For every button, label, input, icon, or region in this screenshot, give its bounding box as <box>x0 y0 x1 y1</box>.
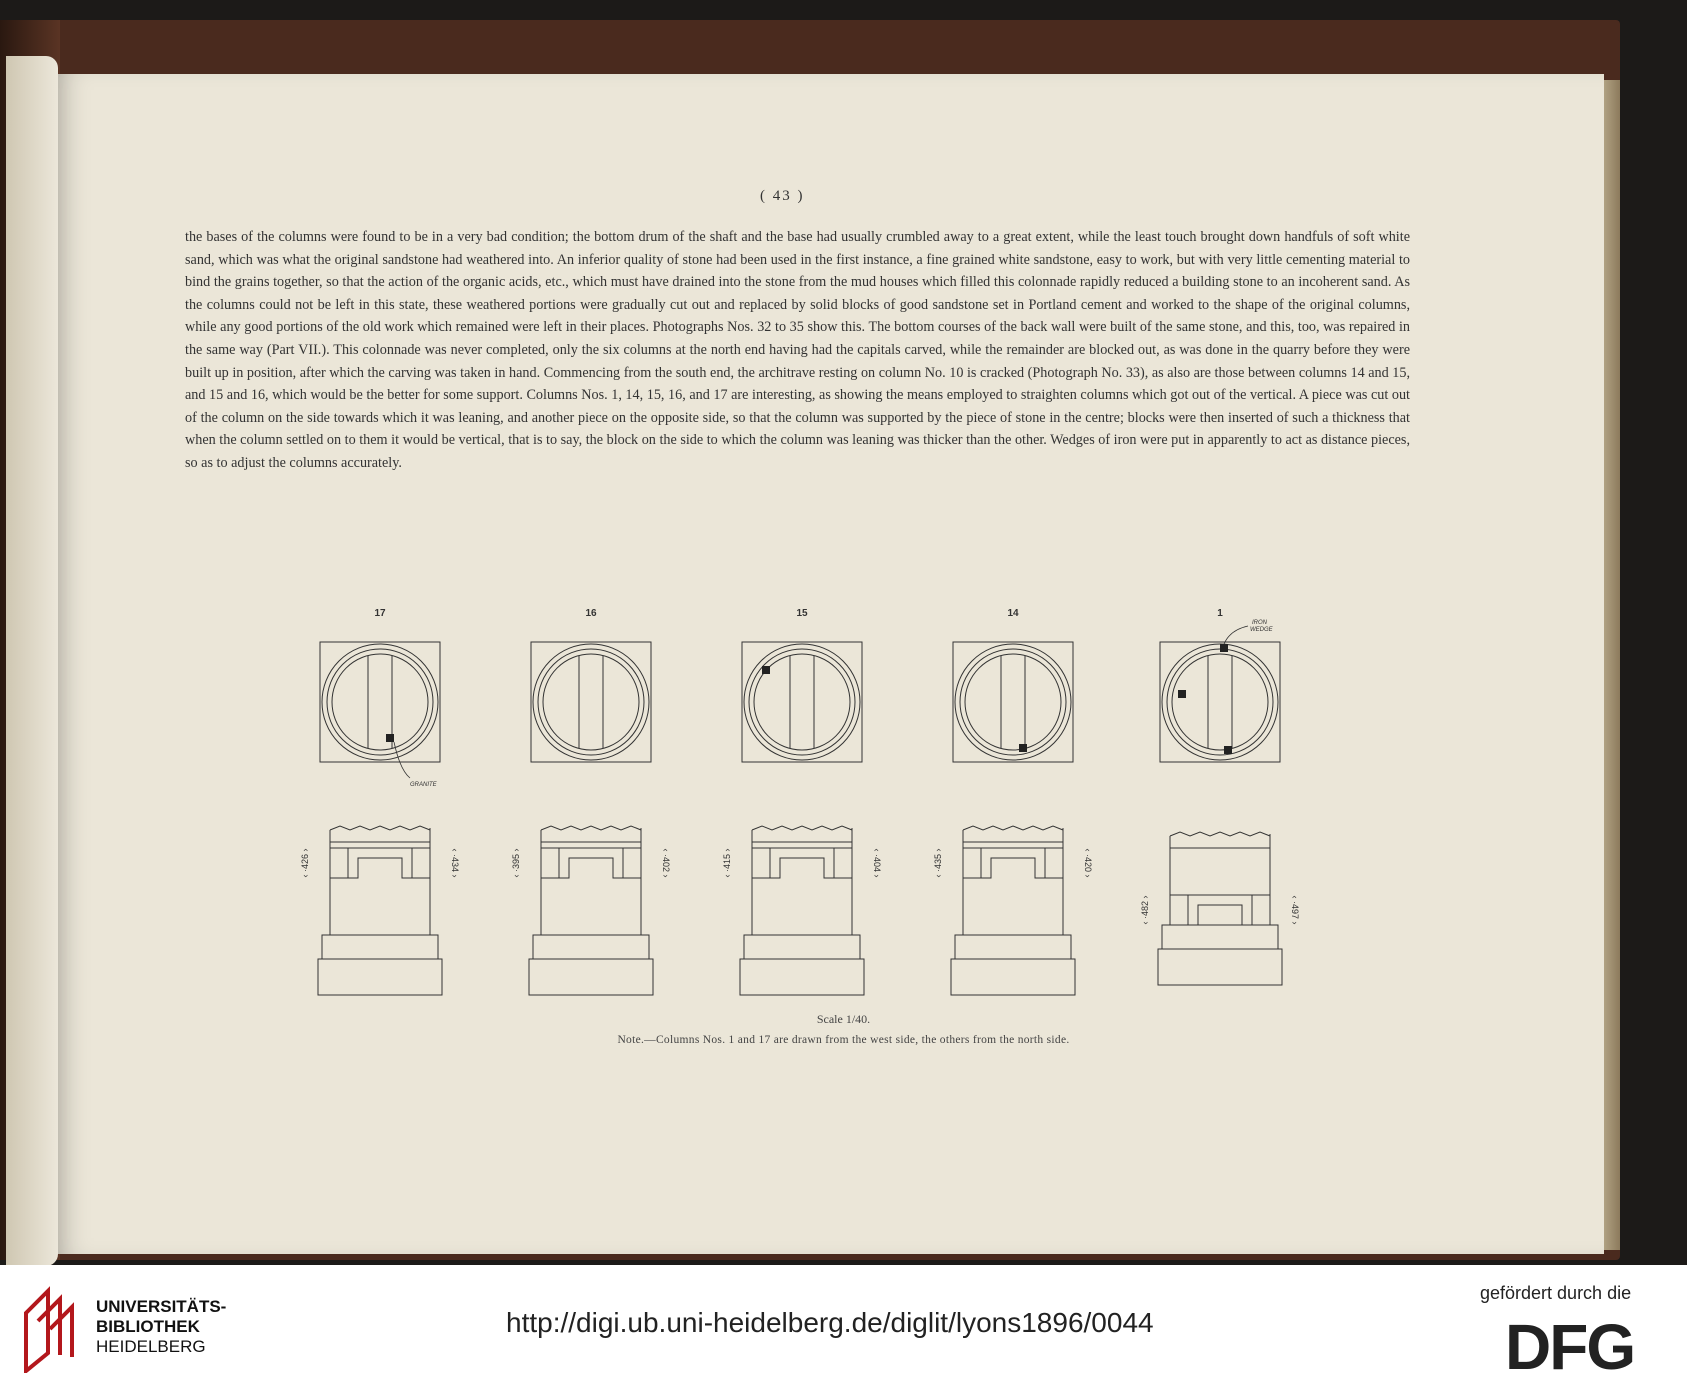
column-17 <box>300 608 460 995</box>
dimension-right: ‹ ·434 › <box>450 848 460 878</box>
elevation-broken-top <box>1170 832 1270 836</box>
elevation-base-slab <box>951 959 1075 995</box>
column-number-label: 16 <box>585 608 597 619</box>
elevation-plinth <box>744 935 860 959</box>
plan-middle-ring <box>749 649 855 755</box>
elevation-broken-top <box>541 826 641 830</box>
dimension-left: ‹ ·415 › <box>722 848 732 878</box>
dimension-right: ‹ ·404 › <box>872 848 882 878</box>
plan-square <box>320 642 440 762</box>
wedge-block <box>1224 746 1232 754</box>
funding-caption: gefördert durch die <box>1480 1283 1632 1303</box>
dfg-logo: DFG <box>1505 1311 1635 1383</box>
column-number-label: 17 <box>374 608 386 619</box>
annotation-iron: IRON <box>1252 620 1267 626</box>
elevation-plinth <box>1162 925 1278 949</box>
elevation-base-slab <box>529 959 653 995</box>
elevation-base-slab <box>1158 949 1282 985</box>
plan-outer-ring <box>744 644 860 760</box>
plan-middle-ring <box>327 649 433 755</box>
elevation-base-slab <box>318 959 442 995</box>
library-name-line3: HEIDELBERG <box>96 1337 206 1356</box>
annotation-granite: GRANITE <box>410 782 437 788</box>
elevation-broken-top <box>963 826 1063 830</box>
column-16 <box>511 608 671 995</box>
elevation-cut-notch <box>752 858 852 878</box>
annotation-wedge: WEDGE <box>1250 627 1273 633</box>
scale-caption: Scale 1/40. <box>816 1012 871 1026</box>
plan-inner-ring <box>965 654 1061 750</box>
elevation-plinth <box>955 935 1071 959</box>
elevation-cut-notch <box>541 858 641 878</box>
elevation-cut-notch <box>330 858 430 878</box>
annotation-leader <box>1224 626 1248 644</box>
plan-middle-ring <box>538 649 644 755</box>
dimension-right: ‹ ·402 › <box>661 848 671 878</box>
elevation-plinth <box>322 935 438 959</box>
dimension-right: ‹ ·420 › <box>1083 848 1093 878</box>
column-number-label: 1 <box>1217 608 1223 619</box>
plan-outer-ring <box>1162 644 1278 760</box>
column-number-label: 14 <box>1007 608 1019 619</box>
plan-outer-ring <box>322 644 438 760</box>
elevation-plinth <box>533 935 649 959</box>
permalink-url[interactable]: http://digi.ub.uni-heidelberg.de/diglit/lyons1896/0044 <box>506 1307 1154 1338</box>
plan-square <box>1160 642 1280 762</box>
elevation-cut-notch <box>1170 905 1270 925</box>
dimension-right: ‹ ·497 › <box>1290 895 1300 925</box>
wedge-block <box>1019 744 1027 752</box>
plan-square <box>742 642 862 762</box>
page-number: ( 43 ) <box>760 188 805 204</box>
dimension-left: ‹ ·482 › <box>1140 895 1150 925</box>
plan-outer-ring <box>533 644 649 760</box>
column-14 <box>933 608 1093 995</box>
plan-inner-ring <box>332 654 428 750</box>
plan-outer-ring <box>955 644 1071 760</box>
dimension-left: ‹ ·395 › <box>511 848 521 878</box>
column-1 <box>1140 608 1300 985</box>
wedge-block <box>1178 690 1186 698</box>
elevation-cut-notch <box>963 858 1063 878</box>
plan-middle-ring <box>1167 649 1273 755</box>
column-number-label: 15 <box>796 608 808 619</box>
dimension-left: ‹ ·435 › <box>933 848 943 878</box>
wedge-block <box>1220 644 1228 652</box>
plan-square <box>531 642 651 762</box>
figure-note: Note.—Columns Nos. 1 and 17 are drawn from the west side, the others from the north side. <box>617 1034 1070 1046</box>
elevation-base-slab <box>740 959 864 995</box>
university-library-logo-icon <box>18 1283 88 1373</box>
library-name <box>96 1297 226 1357</box>
library-footer <box>0 1265 1687 1387</box>
library-name-line2: BIBLIOTHEK <box>96 1317 200 1336</box>
elevation-broken-top <box>752 826 852 830</box>
elevation-broken-top <box>330 826 430 830</box>
library-name-line1: UNIVERSITÄTS- <box>96 1297 227 1316</box>
plan-middle-ring <box>960 649 1066 755</box>
wedge-block <box>762 666 770 674</box>
wedge-block <box>386 734 394 742</box>
body-paragraph: the bases of the columns were found to be in a very bad condition; the bottom drum of the shaft and the base had usually crumbled away to a great extent, while the least touch brought down handfuls of soft white sand, which was what the original sandstone had weathered into. An inferior quality of stone had been used in the first instance, a fine grained white sandstone, easy to work, but with very little cementing material to bind the grains together, so that the action of the organic acids, etc., which must have drained into the stone from the mud houses which filled this colonnade rapidly reduced a building stone to an incoherent sand. As the columns could not be left in this state, these weathered portions were gradually cut out and replaced by solid blocks of good sandstone set in Portland cement and worked to the shape of the original columns, while any good portions of the old work which remained were left in their places. Photographs Nos. 32 to 35 show this. The bottom courses of the back wall were built of the same stone, and this, too, was repaired in the same way (Part VII.). This colonnade was never completed, only the six columns at the north end having had the capitals carved, while the remainder are blocked out, as was done in the quarry before they were built up in position, after which the carving was taken in hand. Commencing from the south end, the architrave resting on column No. 10 is cracked (Photograph No. 33), as also are those between columns 14 and 15, and 15 and 16, which would be the better for some support. Columns Nos. 1, 14, 15, 16, and 17 are interesting, as showing the means employed to straighten columns which got out of the vertical. A piece was cut out of the column on the side towards which it was leaning, and another piece on the opposite side, so that the column was supported by the piece of stone in the centre; blocks were then inserted of such a thickness that when the column settled on to them it would be vertical, that is to say, the block on the side to which the column was leaning was thicker than the other. Wedges of iron were put in apparently to act as distance pieces, so as to adjust the columns accurately. <box>185 229 1410 471</box>
plan-square <box>953 642 1073 762</box>
dimension-left: ‹ ·426 › <box>300 848 310 878</box>
plan-inner-ring <box>1172 654 1268 750</box>
plan-inner-ring <box>543 654 639 750</box>
column-15 <box>722 608 882 995</box>
